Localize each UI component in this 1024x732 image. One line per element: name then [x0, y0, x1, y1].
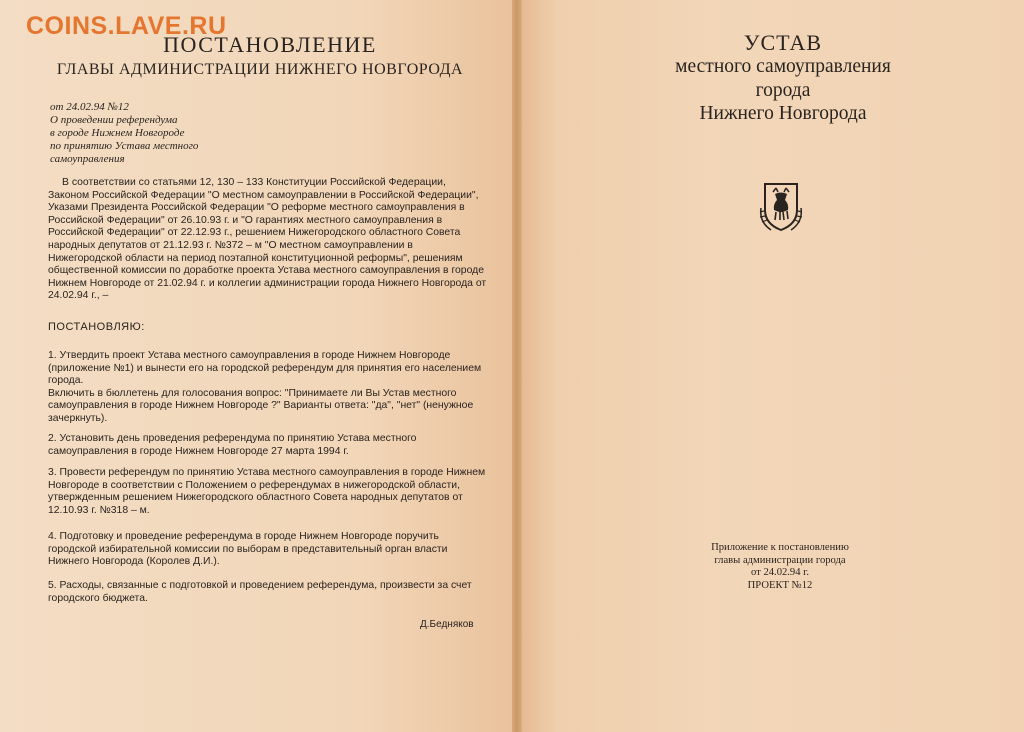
- decree-preamble: В соответствии со статьями 12, 130 – 133 Конституции Российской Федерации, Законом Российской Федерации "О местном самоуправлении в Российской Федерации", Указами Президента Российской Федерации "О реформе местного самоуправления в Российской Федерации" от 26.10.93 г. и "О гарантиях местного самоуправления в Российской Федерации" от 22.12.93 г., решением Нижегородского областного Совета народных депутатов от 21.12.93 г. №372 – м "О местном самоуправлении в Нижегородской области на период поэтапной конституционной реформы", решениям общественной комиссии по доработке проекта Устава местного самоуправления в городе Нижнем Новгороде от 21.02.94 г. и коллегии администрации города Нижнего Новгорода от 24.02.94 г., –: [48, 177, 487, 302]
- decree-item-1-text: 1. Утвердить проект Устава местного самоуправления в городе Нижнем Новгороде (приложение №1) и вынести его на городской референдум для принятия его населением города.: [48, 350, 482, 387]
- decree-meta: [50, 101, 198, 166]
- signature: Д.Бедняков: [420, 619, 474, 630]
- decree-number: от 24.02.94 №12: [50, 101, 129, 113]
- decree-topic-line: по принятию Устава местного: [50, 140, 199, 152]
- project-number: ПРОЕКТ №12: [747, 579, 813, 591]
- decree-subtitle: ГЛАВЫ АДМИНИСТРАЦИИ НИЖНЕГО НОВГОРОДА: [56, 61, 464, 78]
- charter-title-line: местного самоуправления: [675, 56, 891, 77]
- decree-topic-line: О проведении референдума: [50, 114, 178, 126]
- appendix-date: от 24.02.94 г.: [751, 567, 809, 578]
- decree-resolve: ПОСТАНОВЛЯЮ:: [48, 321, 145, 333]
- charter-title-line: Нижнего Новгорода: [699, 103, 867, 124]
- charter-title-line: города: [755, 80, 811, 101]
- appendix-line: Приложение к постановлению: [711, 542, 849, 553]
- decree-topic-line: в городе Нижнем Новгороде: [50, 127, 185, 139]
- decree-item-1-ballot: Включить в бюллетень для голосования вопрос: "Принимаете ли Вы Устав местного самоуправления в городе Нижнем Новгороде ?" Варианты ответа: "да", "нет" (ненужное зачеркнуть).: [48, 387, 474, 424]
- decree-topic-line: самоуправления: [50, 153, 125, 165]
- decree-item-1: [48, 350, 488, 426]
- appendix-note: [516, 542, 1024, 592]
- watermark: COINS.LAVE.RU: [26, 12, 227, 40]
- decree-item-2: 2. Установить день проведения референдума по принятию Устава местного самоуправления в городе Нижнем Новгороде 27 марта 1994 г.: [48, 433, 417, 457]
- decree-item-5: 5. Расходы, связанные с подготовкой и проведением референдума, произвести за счет городского бюджета.: [48, 580, 472, 604]
- deer-coat-of-arms-icon: [757, 178, 805, 234]
- decree-item-3: 3. Провести референдум по принятию Устава местного самоуправления в городе Нижнем Новгороде в соответствии с Положением о референдумах в нижегородской области, утвержденным решением Нижегородского областного Совета народных депутатов от 12.10.93 г. №318 – м.: [48, 467, 486, 516]
- decree-title: ПОСТАНОВЛЕНИЕ: [163, 32, 377, 57]
- appendix-line: главы администрации города: [714, 554, 846, 566]
- decree-item-4: 4. Подготовку и проведение референдума в городе Нижнем Новгороде поручить городской избирательной комиссии по выборам в представительный орган власти Нижнего Новгорода (Королев Д.И.).: [48, 531, 448, 568]
- charter-title: УСТАВ: [743, 30, 823, 55]
